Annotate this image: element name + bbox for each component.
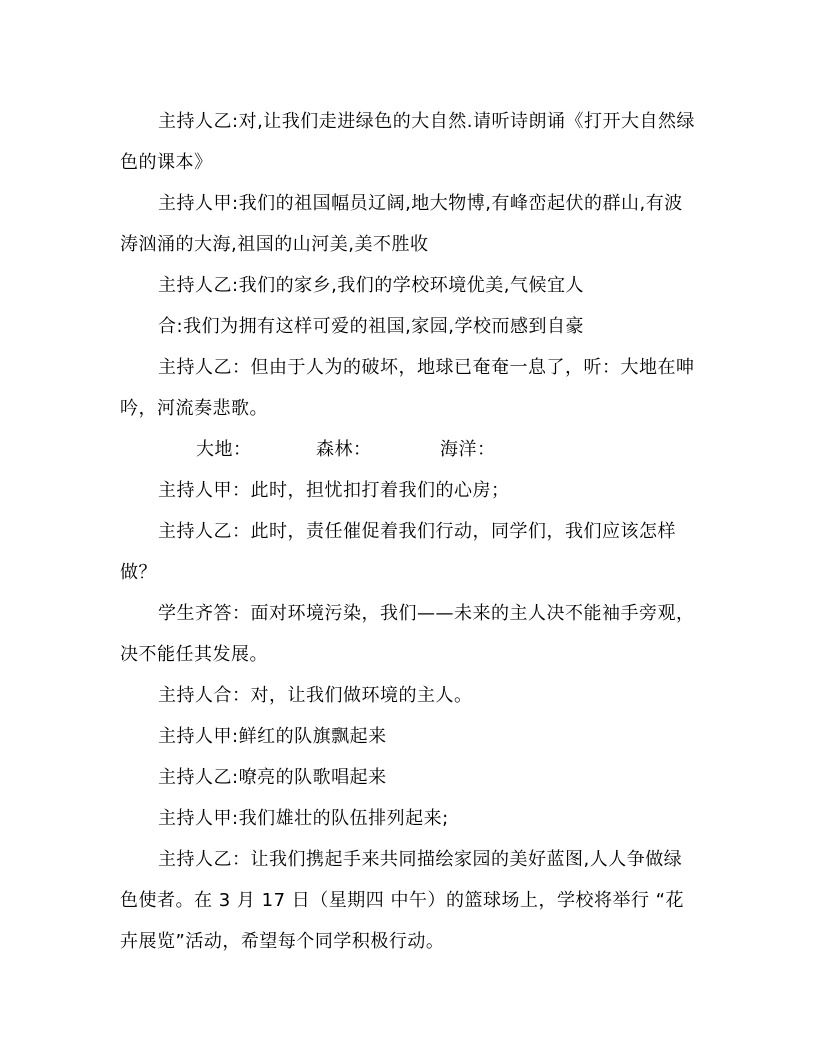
- speaker-label: 大地：: [196, 439, 252, 460]
- paragraph: 主持人合：对，让我们做环境的主人。: [158, 685, 473, 706]
- paragraph: 主持人甲:鲜红的队旗飘起来: [158, 726, 387, 747]
- paragraph: 合:我们为拥有这样可爱的祖国,家园,学校而感到自豪: [158, 316, 585, 337]
- paragraph: 主持人乙：让我们携起手来共同描绘家园的美好蓝图,人人争做绿色使者。在 3 月 17 日（星期四 中午）的篮球场上，学校将举行 “花卉展览”活动，希望每个同学积极行动。: [120, 849, 685, 952]
- speaker-row: [120, 429, 696, 470]
- speaker-label: 森林：: [316, 439, 372, 460]
- paragraph: 主持人乙:我们的家乡,我们的学校环境优美,气候宜人: [158, 275, 585, 296]
- paragraph: 主持人乙:对,让我们走进绿色的大自然.请听诗朗诵《打开大自然绿色的课本》: [120, 111, 696, 173]
- paragraph: 学生齐答：面对环境污染，我们——未来的主人决不能袖手旁观，决不能任其发展。: [120, 603, 695, 665]
- paragraph: 主持人甲:我们雄壮的队伍排列起来;: [158, 808, 449, 829]
- paragraph: 主持人甲:我们的祖国幅员辽阔,地大物博,有峰峦起伏的群山,有波涛汹涌的大海,祖国的山河美,美不胜收: [120, 193, 683, 255]
- speaker-label: 海洋：: [440, 439, 496, 460]
- paragraph: 主持人乙：此时，责任催促着我们行动，同学们，我们应该怎样做？: [120, 521, 676, 583]
- paragraph: 主持人甲：此时，担忧扣打着我们的心房；: [158, 480, 510, 501]
- paragraph: 主持人乙:嘹亮的队歌唱起来: [158, 767, 387, 788]
- paragraph: 主持人乙：但由于人为的破坏，地球已奄奄一息了，听：大地在呻吟，河流奏悲歌。: [120, 357, 695, 419]
- document-body: [120, 101, 696, 962]
